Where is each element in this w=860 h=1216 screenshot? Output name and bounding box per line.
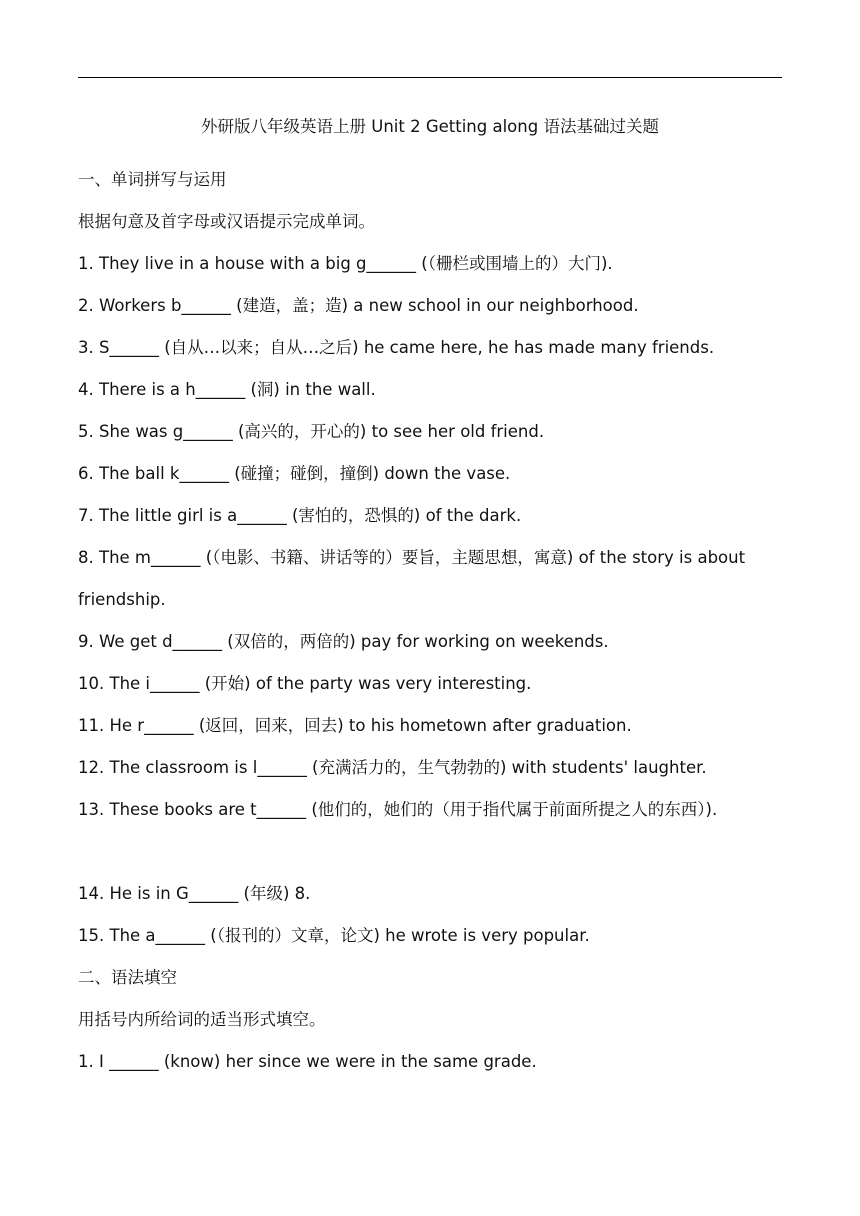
- exercise-item: 3. S______ (自从…以来；自从…之后) he came here, he has made many friends.: [78, 338, 715, 357]
- section-instruction: 根据句意及首字母或汉语提示完成单词。: [78, 212, 375, 231]
- header-rule: [78, 77, 782, 78]
- exercise-item: 4. There is a h______ (洞) in the wall.: [78, 380, 376, 399]
- exercise-item: 13. These books are t______ (他们的，她们的（用于指代属于前面所提之人的东西）).: [78, 800, 718, 819]
- exercise-item: 2. Workers b______ (建造，盖；造) a new school in our neighborhood.: [78, 296, 639, 315]
- exercise-item: 1. They live in a house with a big g______ (（栅栏或围墙上的）大门).: [78, 254, 613, 273]
- exercise-item: 8. The m______ (（电影、书籍、讲话等的）要旨，主题思想，寓意) of the story is about friendship.: [78, 548, 746, 609]
- exercise-item: 11. He r______ (返回，回来，回去) to his hometown after graduation.: [78, 716, 632, 735]
- exercise-item: 9. We get d______ (双倍的，两倍的) pay for working on weekends.: [78, 632, 609, 651]
- exercise-item: 10. The i______ (开始) of the party was very interesting.: [78, 674, 532, 693]
- exercise-item: 5. She was g______ (高兴的，开心的) to see her old friend.: [78, 422, 545, 441]
- exercise-item: 1. I ______ (know) her since we were in the same grade.: [78, 1052, 537, 1071]
- exercise-item: 7. The little girl is a______ (害怕的，恐惧的) of the dark.: [78, 506, 522, 525]
- exercise-item: 12. The classroom is l______ (充满活力的，生气勃勃的) with students' laughter.: [78, 758, 707, 777]
- document-title: 外研版八年级英语上册 Unit 2 Getting along 语法基础过关题: [201, 117, 659, 136]
- exercise-item: 6. The ball k______ (碰撞；碰倒，撞倒) down the vase.: [78, 464, 511, 483]
- exercise-item: 14. He is in G______ (年级) 8.: [78, 884, 311, 903]
- section-heading: 一、单词拼写与运用: [78, 170, 227, 189]
- exercise-item: 15. The a______ (（报刊的）文章，论文) he wrote is very popular.: [78, 926, 590, 945]
- section-heading: 二、语法填空: [78, 968, 177, 987]
- section-instruction: 用括号内所给词的适当形式填空。: [78, 1010, 326, 1029]
- document-body: [78, 159, 782, 1083]
